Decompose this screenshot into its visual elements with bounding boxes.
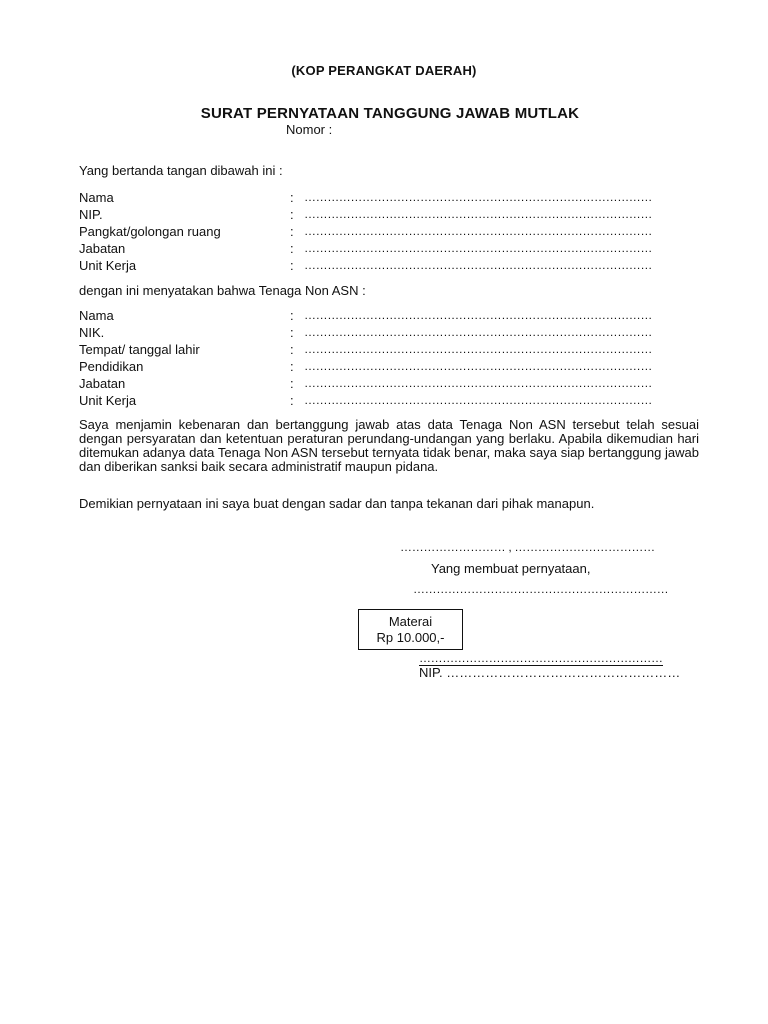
field-value: ……………………………………………………………………………… — [304, 342, 653, 356]
place-date-line: ……………………… , ……………………………… — [400, 540, 655, 554]
guarantee-paragraph: Saya menjamin kebenaran dan bertanggung jawab atas data Tenaga Non ASN tersebut telah sesuai dengan persyaratan dan ketentuan peraturan perundang-undangan yang berlaku. Apabila dikemudian hari ditemukan adanya data Tenaga Non ASN tersebut ternyata tidak benar, maka saya siap bertanggung jawab dan diberikan sanksi baik secara administratif maupun pidana. — [79, 417, 699, 474]
signer-nip-line: NIP. ……………………………………………… — [419, 665, 681, 680]
field-value: ……………………………………………………………………………… — [304, 393, 653, 407]
field-colon: : — [290, 241, 294, 256]
field-colon: : — [290, 308, 294, 323]
signer-intro: Yang bertanda tangan dibawah ini : — [79, 163, 283, 178]
signer-field-unit-kerja — [79, 257, 679, 274]
field-label: NIK. — [79, 325, 105, 340]
signer-caption: Yang membuat pernyataan, — [431, 561, 591, 576]
field-colon: : — [290, 342, 294, 357]
employee-fields — [79, 307, 679, 409]
field-colon: : — [290, 325, 294, 340]
field-colon: : — [290, 376, 294, 391]
signer-position-line: ………………………………………………………… — [413, 582, 669, 596]
field-label: Unit Kerja — [79, 393, 137, 408]
field-value: ……………………………………………………………………………… — [304, 207, 653, 221]
employee-intro: dengan ini menyatakan bahwa Tenaga Non ASN : — [79, 283, 366, 298]
field-label: Nama — [79, 308, 114, 323]
employee-field-ttl — [79, 341, 679, 358]
closing-paragraph: Demikian pernyataan ini saya buat dengan sadar dan tanpa tekanan dari pihak manapun. — [79, 496, 595, 511]
signer-field-jabatan — [79, 240, 679, 257]
employee-field-pendidikan — [79, 358, 679, 375]
field-value: ……………………………………………………………………………… — [304, 308, 653, 322]
field-colon: : — [290, 224, 294, 239]
field-label: Unit Kerja — [79, 258, 137, 273]
employee-field-unit-kerja — [79, 392, 679, 409]
field-label: NIP. — [79, 207, 103, 222]
field-label: Nama — [79, 190, 114, 205]
signer-field-nama — [79, 189, 679, 206]
signer-fields — [79, 189, 679, 274]
field-value: ……………………………………………………………………………… — [304, 359, 653, 373]
stamp-label: Materai — [388, 614, 433, 629]
stamp-duty-box — [358, 609, 463, 650]
field-colon: : — [290, 258, 294, 273]
signer-name-line: ……………………………………………………… — [419, 651, 663, 665]
document-title: SURAT PERNYATAAN TANGGUNG JAWAB MUTLAK — [200, 105, 580, 122]
field-value: ……………………………………………………………………………… — [304, 190, 653, 204]
field-label: Jabatan — [79, 376, 126, 391]
field-colon: : — [290, 393, 294, 408]
field-label: Jabatan — [79, 241, 126, 256]
field-colon: : — [290, 359, 294, 374]
field-value: ……………………………………………………………………………… — [304, 258, 653, 272]
field-colon: : — [290, 207, 294, 222]
employee-field-nik — [79, 324, 679, 341]
field-label: Pangkat/golongan ruang — [79, 224, 221, 239]
field-value: ……………………………………………………………………………… — [304, 224, 653, 238]
field-value: ……………………………………………………………………………… — [304, 325, 653, 339]
field-value: ……………………………………………………………………………… — [304, 376, 653, 390]
signer-field-nip — [79, 206, 679, 223]
field-label: Tempat/ tanggal lahir — [79, 342, 200, 357]
employee-field-nama — [79, 307, 679, 324]
signer-field-pangkat — [79, 223, 679, 240]
field-value: ……………………………………………………………………………… — [304, 241, 653, 255]
letterhead-placeholder: (KOP PERANGKAT DAERAH) — [291, 63, 477, 78]
field-colon: : — [290, 190, 294, 205]
field-label: Pendidikan — [79, 359, 144, 374]
document-number: Nomor : — [286, 122, 333, 137]
stamp-amount: Rp 10.000,- — [376, 630, 445, 645]
employee-field-jabatan — [79, 375, 679, 392]
